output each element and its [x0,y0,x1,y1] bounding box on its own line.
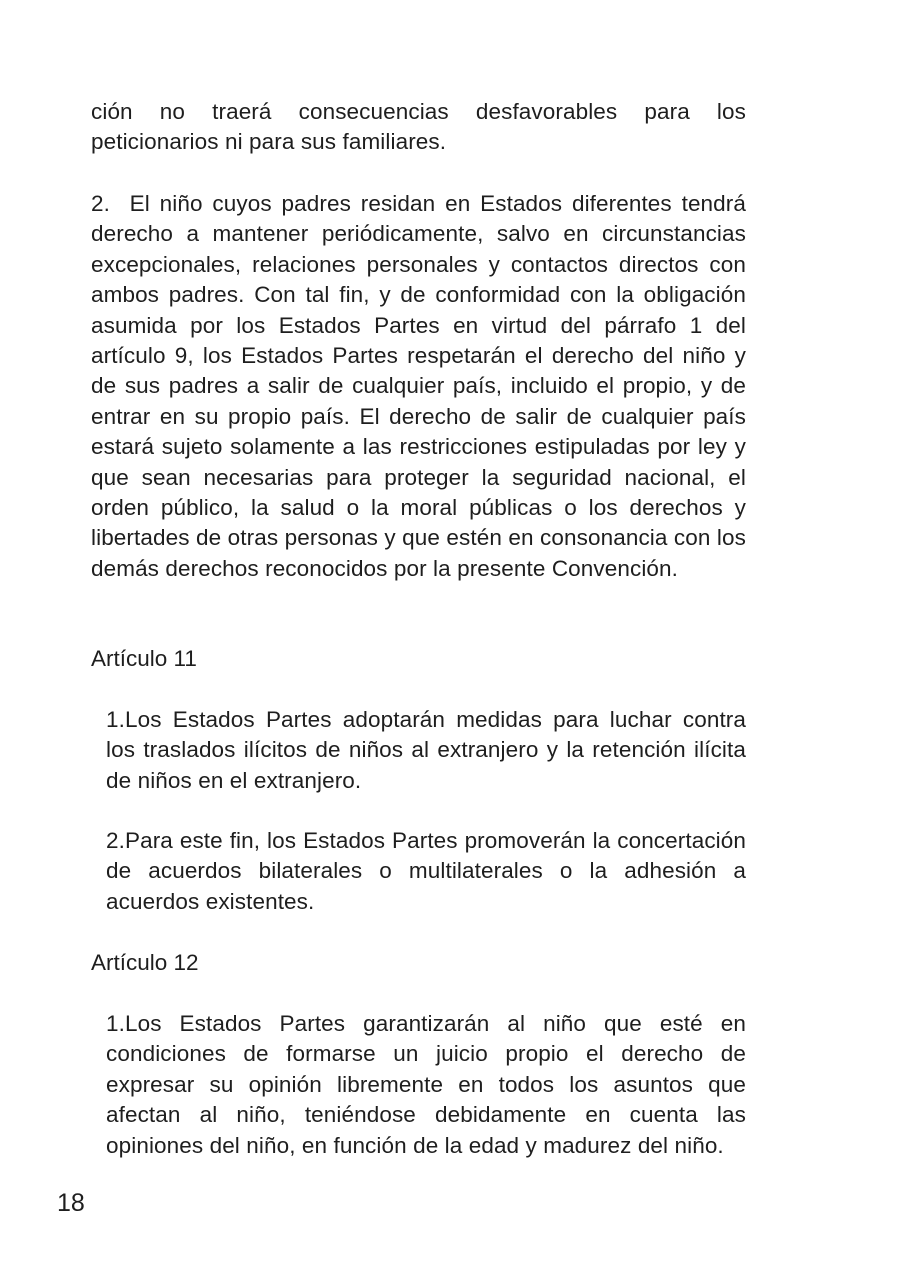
paragraph-number: 2. [91,191,110,216]
continuation-paragraph: ción no traerá consecuencias desfavorables para los peticionarios ni para sus familiares. [91,99,746,155]
article-11-paragraph-2 [106,826,746,917]
article-12-paragraph-1 [106,1009,746,1161]
paragraph-number: 1. [106,1011,125,1036]
article-12-heading: Artículo 12 [91,950,199,975]
paragraph-number: 2. [106,828,125,853]
paragraph-text: Los Estados Partes adoptarán medidas para luchar contra los traslados ilícitos de niños al extranjero y la retención ilícita de niños en el extranjero. [106,707,746,793]
article-11-heading: Artículo 11 [91,646,197,671]
article-10-paragraph-2 [91,189,746,584]
article-11-paragraph-1 [106,705,746,796]
page-number: 18 [57,1189,85,1217]
paragraph-text: Los Estados Partes garantizarán al niño que esté en condiciones de formarse un juicio propio el derecho de expresar su opinión libremente en todos los asuntos que afectan al niño, teniéndose debidamente en cuenta las opiniones del niño, en función de la edad y madurez del niño. [106,1011,746,1158]
paragraph-number: 1. [106,707,125,732]
paragraph-text: Para este fin, los Estados Partes promoverán la concertación de acuerdos bilaterales o multilaterales o la adhesión a acuerdos existentes. [106,828,746,914]
paragraph-text: El niño cuyos padres residan en Estados diferentes tendrá derecho a mantener periódicamente, salvo en circunstancias excepcionales, relaciones personales y contactos directos con ambos padres. Con tal fin, y de conformidad con la obligación asumida por los Estados Partes en virtud del párrafo 1 del artículo 9, los Estados Partes respetarán el derecho del niño y de sus padres a salir de cualquier país, incluido el propio, y de entrar en su propio país. El derecho de salir de cualquier país estará sujeto solamente a las restricciones estipuladas por ley y que sean necesarias para proteger la seguridad nacional, el orden público, la salud o la moral públicas o los derechos y libertades de otras personas y que estén en consonancia con los demás derechos reconocidos por la presente Convención. [91,191,746,581]
